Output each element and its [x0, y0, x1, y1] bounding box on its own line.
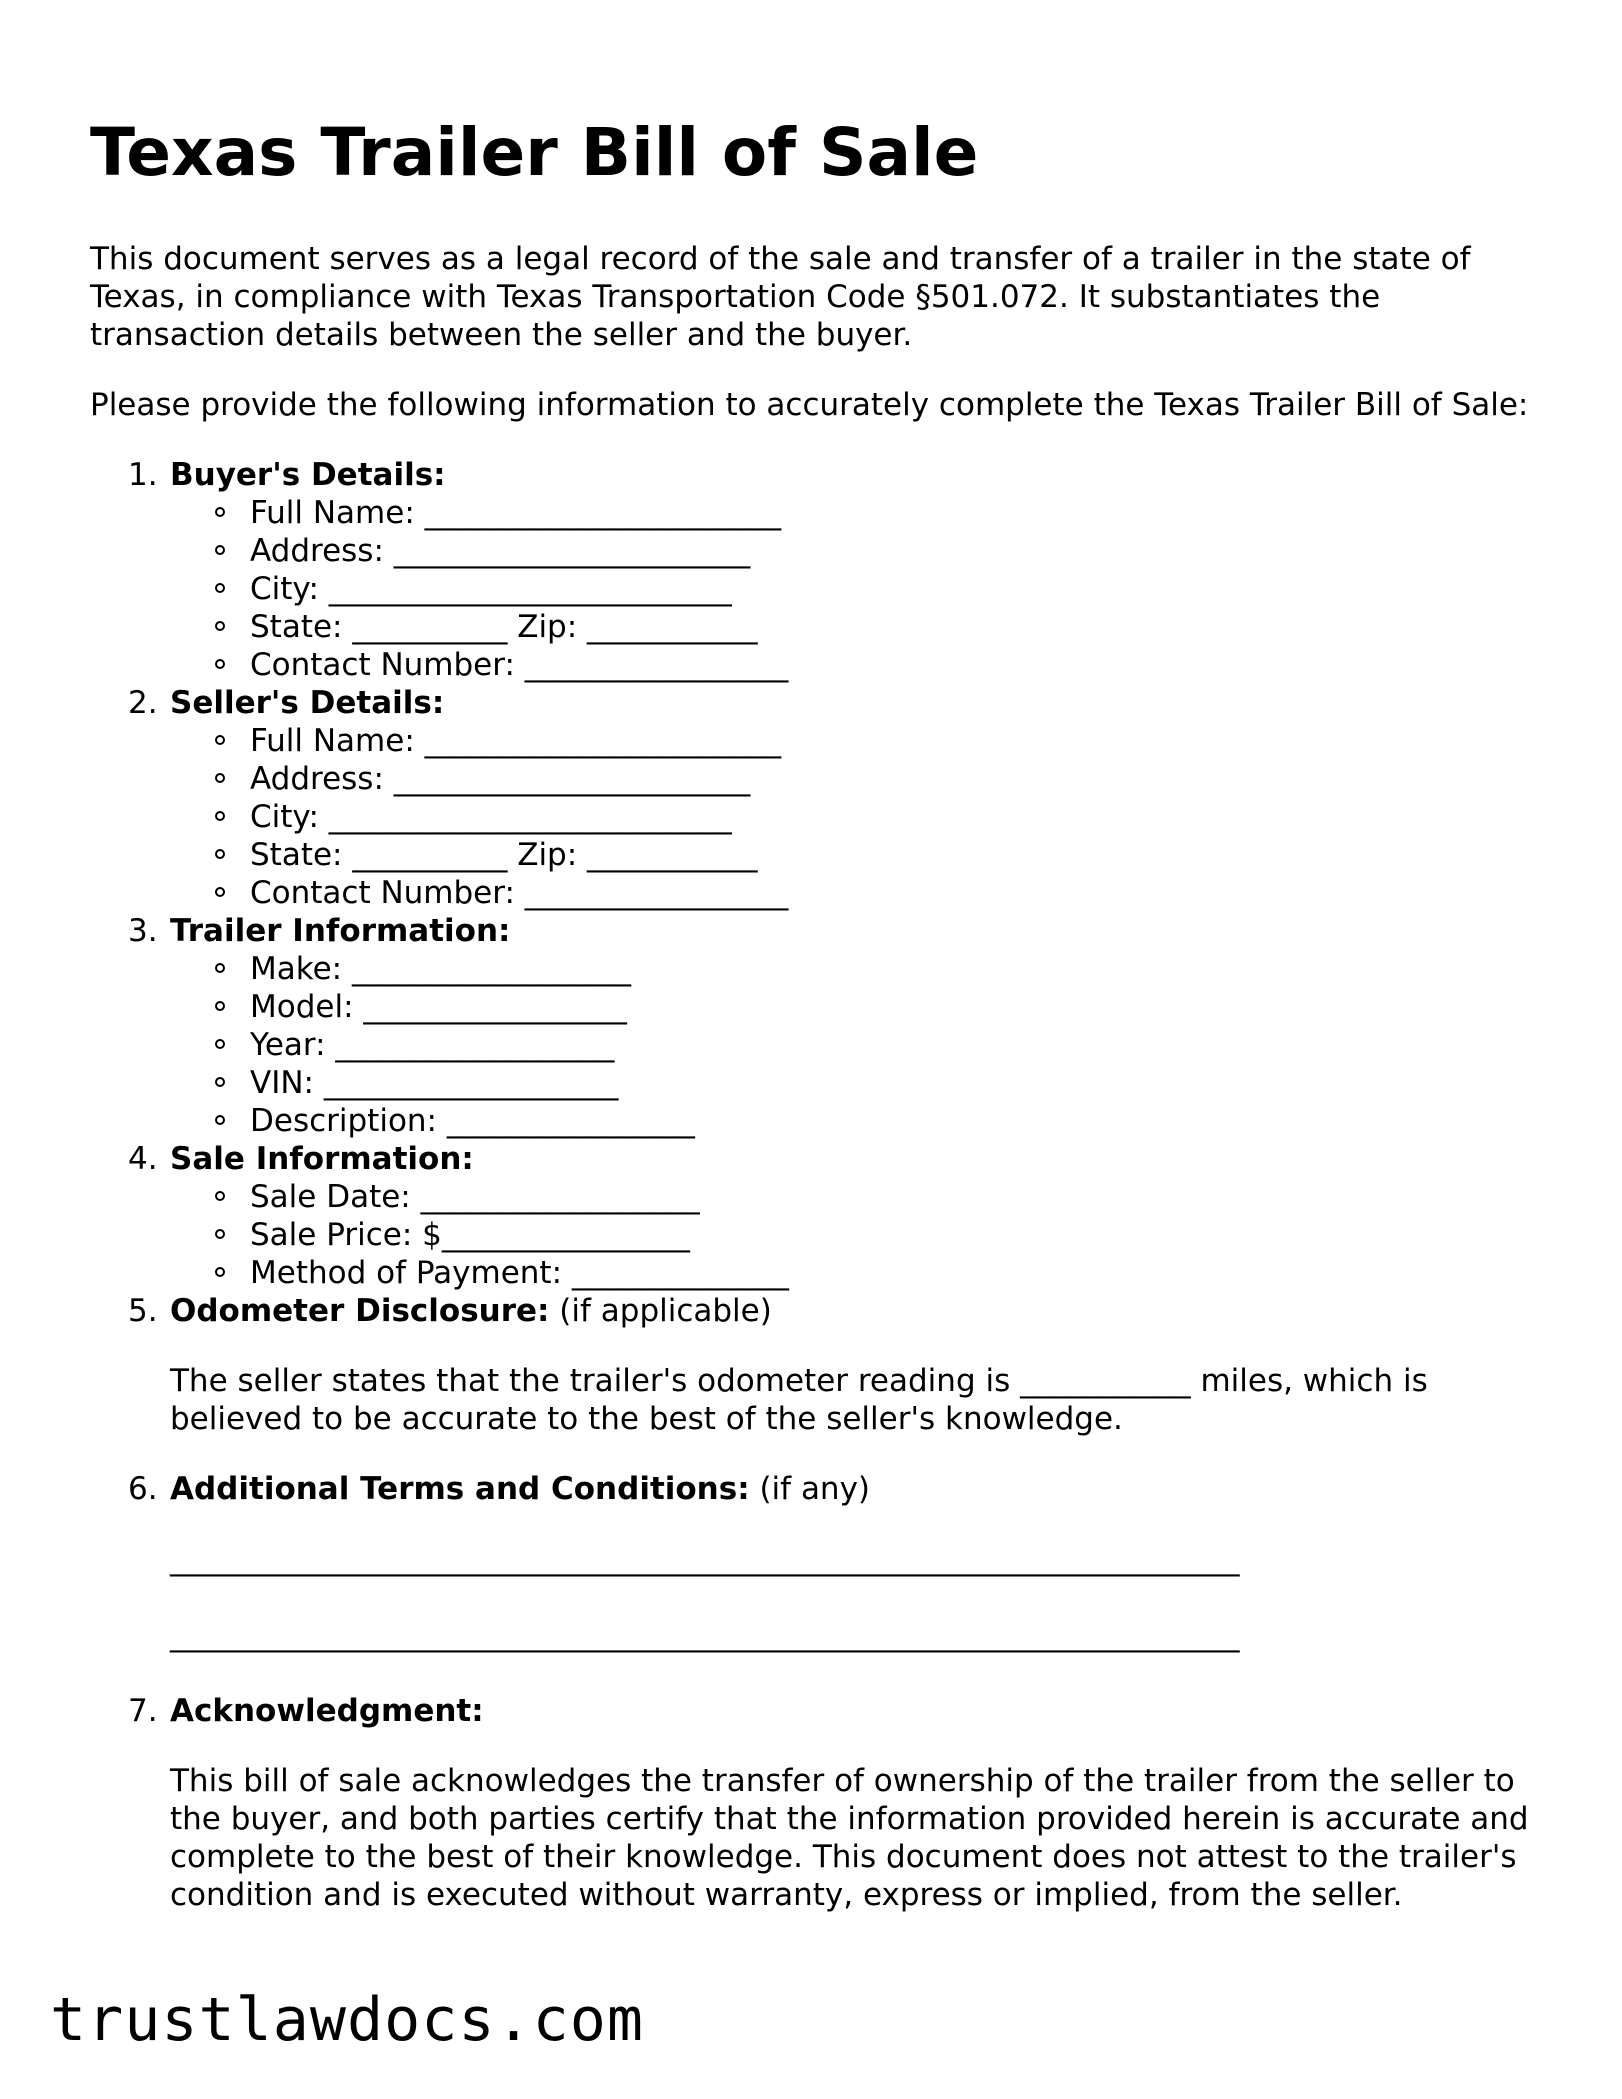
section-number: 1. [128, 457, 158, 493]
section-additional-terms [128, 1470, 1550, 1692]
bullet-icon [215, 659, 225, 669]
watermark: trustlawdocs.com [50, 1985, 644, 2055]
bullet-icon [215, 849, 225, 859]
bullet-icon [215, 621, 225, 631]
section-number: 4. [128, 1141, 158, 1177]
section-acknowledgment [128, 1692, 1550, 1914]
terms-blank-line[interactable]: _____________________________________________________________________ [170, 1617, 1240, 1653]
section-title: Trailer Information: [170, 913, 511, 949]
bullet-icon [215, 1229, 225, 1239]
acknowledgment-paragraph: This bill of sale acknowledges the transfer of ownership of the trailer from the seller to the buyer, and both parties certify that the information provided herein is accurate and complete to the best of their knowledge. This document does not attest to the trailer's condition and is executed without warranty, express or implied, from the seller. [170, 1763, 1529, 1913]
field-sale-price[interactable]: Sale Price: $________________ [250, 1216, 1550, 1254]
section-sale-information [128, 1140, 1550, 1292]
page-title: Texas Trailer Bill of Sale [90, 114, 979, 191]
bullet-icon [215, 887, 225, 897]
field-list [170, 950, 1550, 1140]
section-trailer-information [128, 912, 1550, 1140]
bullet-icon [215, 1001, 225, 1011]
bullet-icon [215, 811, 225, 821]
field-contact-number[interactable]: Contact Number: _________________ [250, 874, 1550, 912]
intro-paragraph: This document serves as a legal record of the sale and transfer of a trailer in the state of Texas, in compliance with Texas Transportation Code §501.072. It substantiates the transaction details between the seller and the buyer. [90, 241, 1471, 353]
bullet-icon [215, 735, 225, 745]
field-list [170, 722, 1550, 912]
bullet-icon [215, 545, 225, 555]
section-title: Odometer Disclosure: [170, 1293, 550, 1329]
field-list [170, 494, 1550, 684]
field-year[interactable]: Year: __________________ [250, 1026, 1550, 1064]
bullet-icon [215, 583, 225, 593]
section-number: 6. [128, 1471, 158, 1507]
field-make[interactable]: Make: __________________ [250, 950, 1550, 988]
bullet-icon [215, 963, 225, 973]
odometer-statement[interactable]: The seller states that the trailer's odometer reading is ___________ miles, which is believed to be accurate to the best of the seller's knowledge. [170, 1363, 1428, 1437]
field-city[interactable]: City: __________________________ [250, 798, 1550, 836]
bullet-icon [215, 1267, 225, 1277]
section-buyers-details [128, 456, 1550, 684]
section-title: Additional Terms and Conditions: [170, 1471, 750, 1507]
section-title: Buyer's Details: [170, 457, 446, 493]
field-city[interactable]: City: __________________________ [250, 570, 1550, 608]
bullet-icon [215, 1039, 225, 1049]
section-title: Sale Information: [170, 1141, 474, 1177]
section-number: 7. [128, 1693, 158, 1729]
field-sale-date[interactable]: Sale Date: __________________ [250, 1178, 1550, 1216]
document-page [90, 108, 1550, 1946]
field-method-of-payment[interactable]: Method of Payment: ______________ [250, 1254, 1550, 1292]
section-number: 3. [128, 913, 158, 949]
field-state-zip[interactable]: State: __________ Zip: ___________ [250, 608, 1550, 646]
sections-list [90, 456, 1550, 1914]
field-state-zip[interactable]: State: __________ Zip: ___________ [250, 836, 1550, 874]
bullet-icon [215, 773, 225, 783]
section-number: 2. [128, 685, 158, 721]
section-odometer-disclosure [128, 1292, 1550, 1438]
field-model[interactable]: Model: _________________ [250, 988, 1550, 1026]
field-contact-number[interactable]: Contact Number: _________________ [250, 646, 1550, 684]
field-description[interactable]: Description: ________________ [250, 1102, 1550, 1140]
field-full-name[interactable]: Full Name: _______________________ [250, 494, 1550, 532]
instructions-paragraph: Please provide the following information to accurately complete the Texas Trailer Bill of Sale: [90, 387, 1529, 423]
section-title: Seller's Details: [170, 685, 445, 721]
field-full-name[interactable]: Full Name: _______________________ [250, 722, 1550, 760]
field-vin[interactable]: VIN: ___________________ [250, 1064, 1550, 1102]
field-address[interactable]: Address: _______________________ [250, 532, 1550, 570]
section-title: Acknowledgment: [170, 1693, 484, 1729]
section-title-suffix: (if applicable) [549, 1293, 772, 1329]
bullet-icon [215, 507, 225, 517]
field-list [170, 1178, 1550, 1292]
spacer [170, 1654, 1550, 1692]
section-number: 5. [128, 1293, 158, 1329]
bullet-icon [215, 1077, 225, 1087]
section-title-suffix: (if any) [749, 1471, 871, 1507]
bullet-icon [215, 1115, 225, 1125]
section-sellers-details [128, 684, 1550, 912]
field-address[interactable]: Address: _______________________ [250, 760, 1550, 798]
bullet-icon [215, 1191, 225, 1201]
terms-blank-line[interactable]: _____________________________________________________________________ [170, 1541, 1240, 1577]
